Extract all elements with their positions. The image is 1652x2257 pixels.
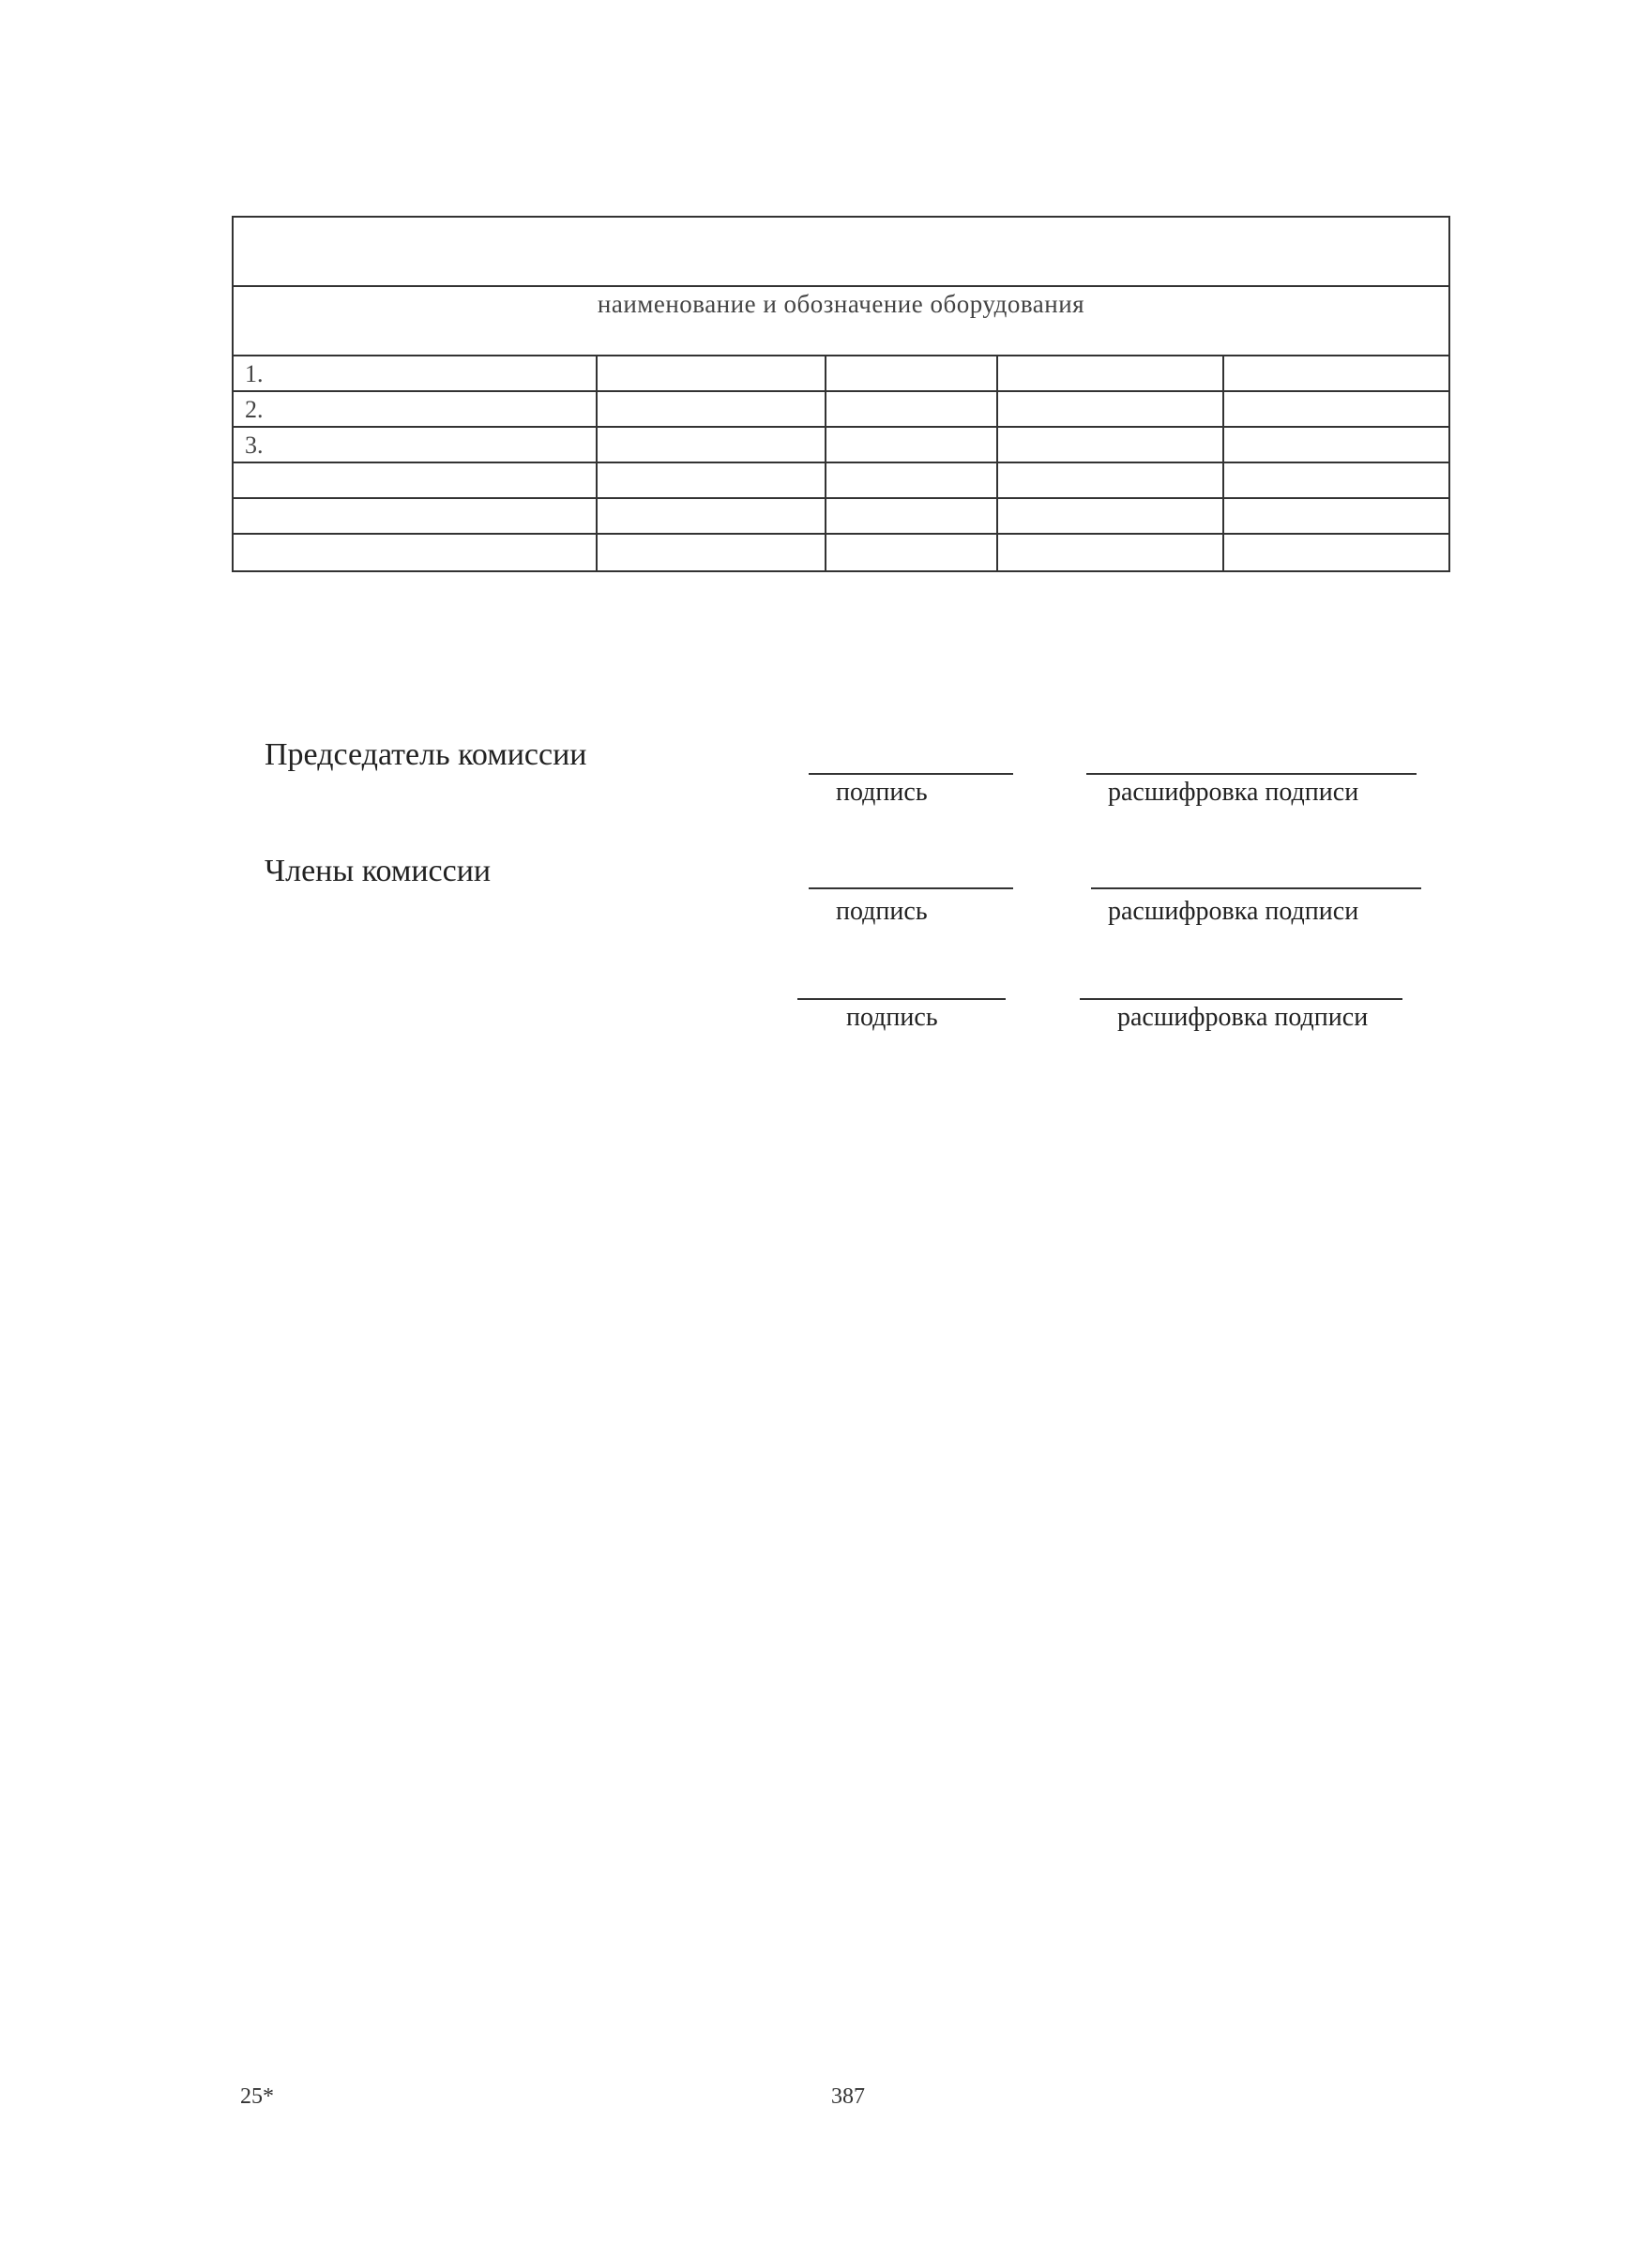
table-rule [232, 355, 1450, 356]
table-rule [825, 355, 826, 572]
transcript-caption: расшифровка подписи [1108, 778, 1359, 807]
transcript-line [1091, 887, 1421, 889]
page-number: 387 [831, 2084, 865, 2109]
table-rule [232, 390, 1450, 392]
transcript-caption: расшифровка подписи [1108, 897, 1359, 926]
members-label: Члены комиссии [265, 854, 492, 888]
signature-caption: подпись [836, 778, 928, 807]
equipment-table [232, 216, 1450, 572]
table-rule [232, 462, 1450, 463]
signature-line [809, 887, 1013, 889]
table-rule [232, 570, 1450, 572]
signature-caption: подпись [836, 897, 928, 926]
signature-line [797, 998, 1006, 1000]
signature-line [809, 773, 1013, 775]
table-rule [996, 355, 998, 572]
table-rule [1448, 216, 1450, 572]
table-rule [596, 355, 598, 572]
table-rule [232, 285, 1450, 287]
table-rule [232, 216, 1450, 218]
footer-mark: 25* [240, 2084, 274, 2109]
table-rule [232, 216, 234, 572]
table-rule [232, 533, 1450, 535]
table-rule [232, 497, 1450, 499]
row-number: 3. [245, 432, 264, 459]
transcript-line [1086, 773, 1417, 775]
table-rule [1222, 355, 1224, 572]
equipment-caption: наименование и обозначение оборудования [597, 290, 1085, 318]
transcript-caption: расшифровка подписи [1117, 1003, 1369, 1032]
row-number: 2. [245, 396, 264, 423]
signature-caption: подпись [846, 1003, 938, 1032]
row-number: 1. [245, 360, 264, 387]
table-rule [232, 426, 1450, 428]
transcript-line [1080, 998, 1402, 1000]
chairman-label: Председатель комиссии [265, 737, 587, 772]
